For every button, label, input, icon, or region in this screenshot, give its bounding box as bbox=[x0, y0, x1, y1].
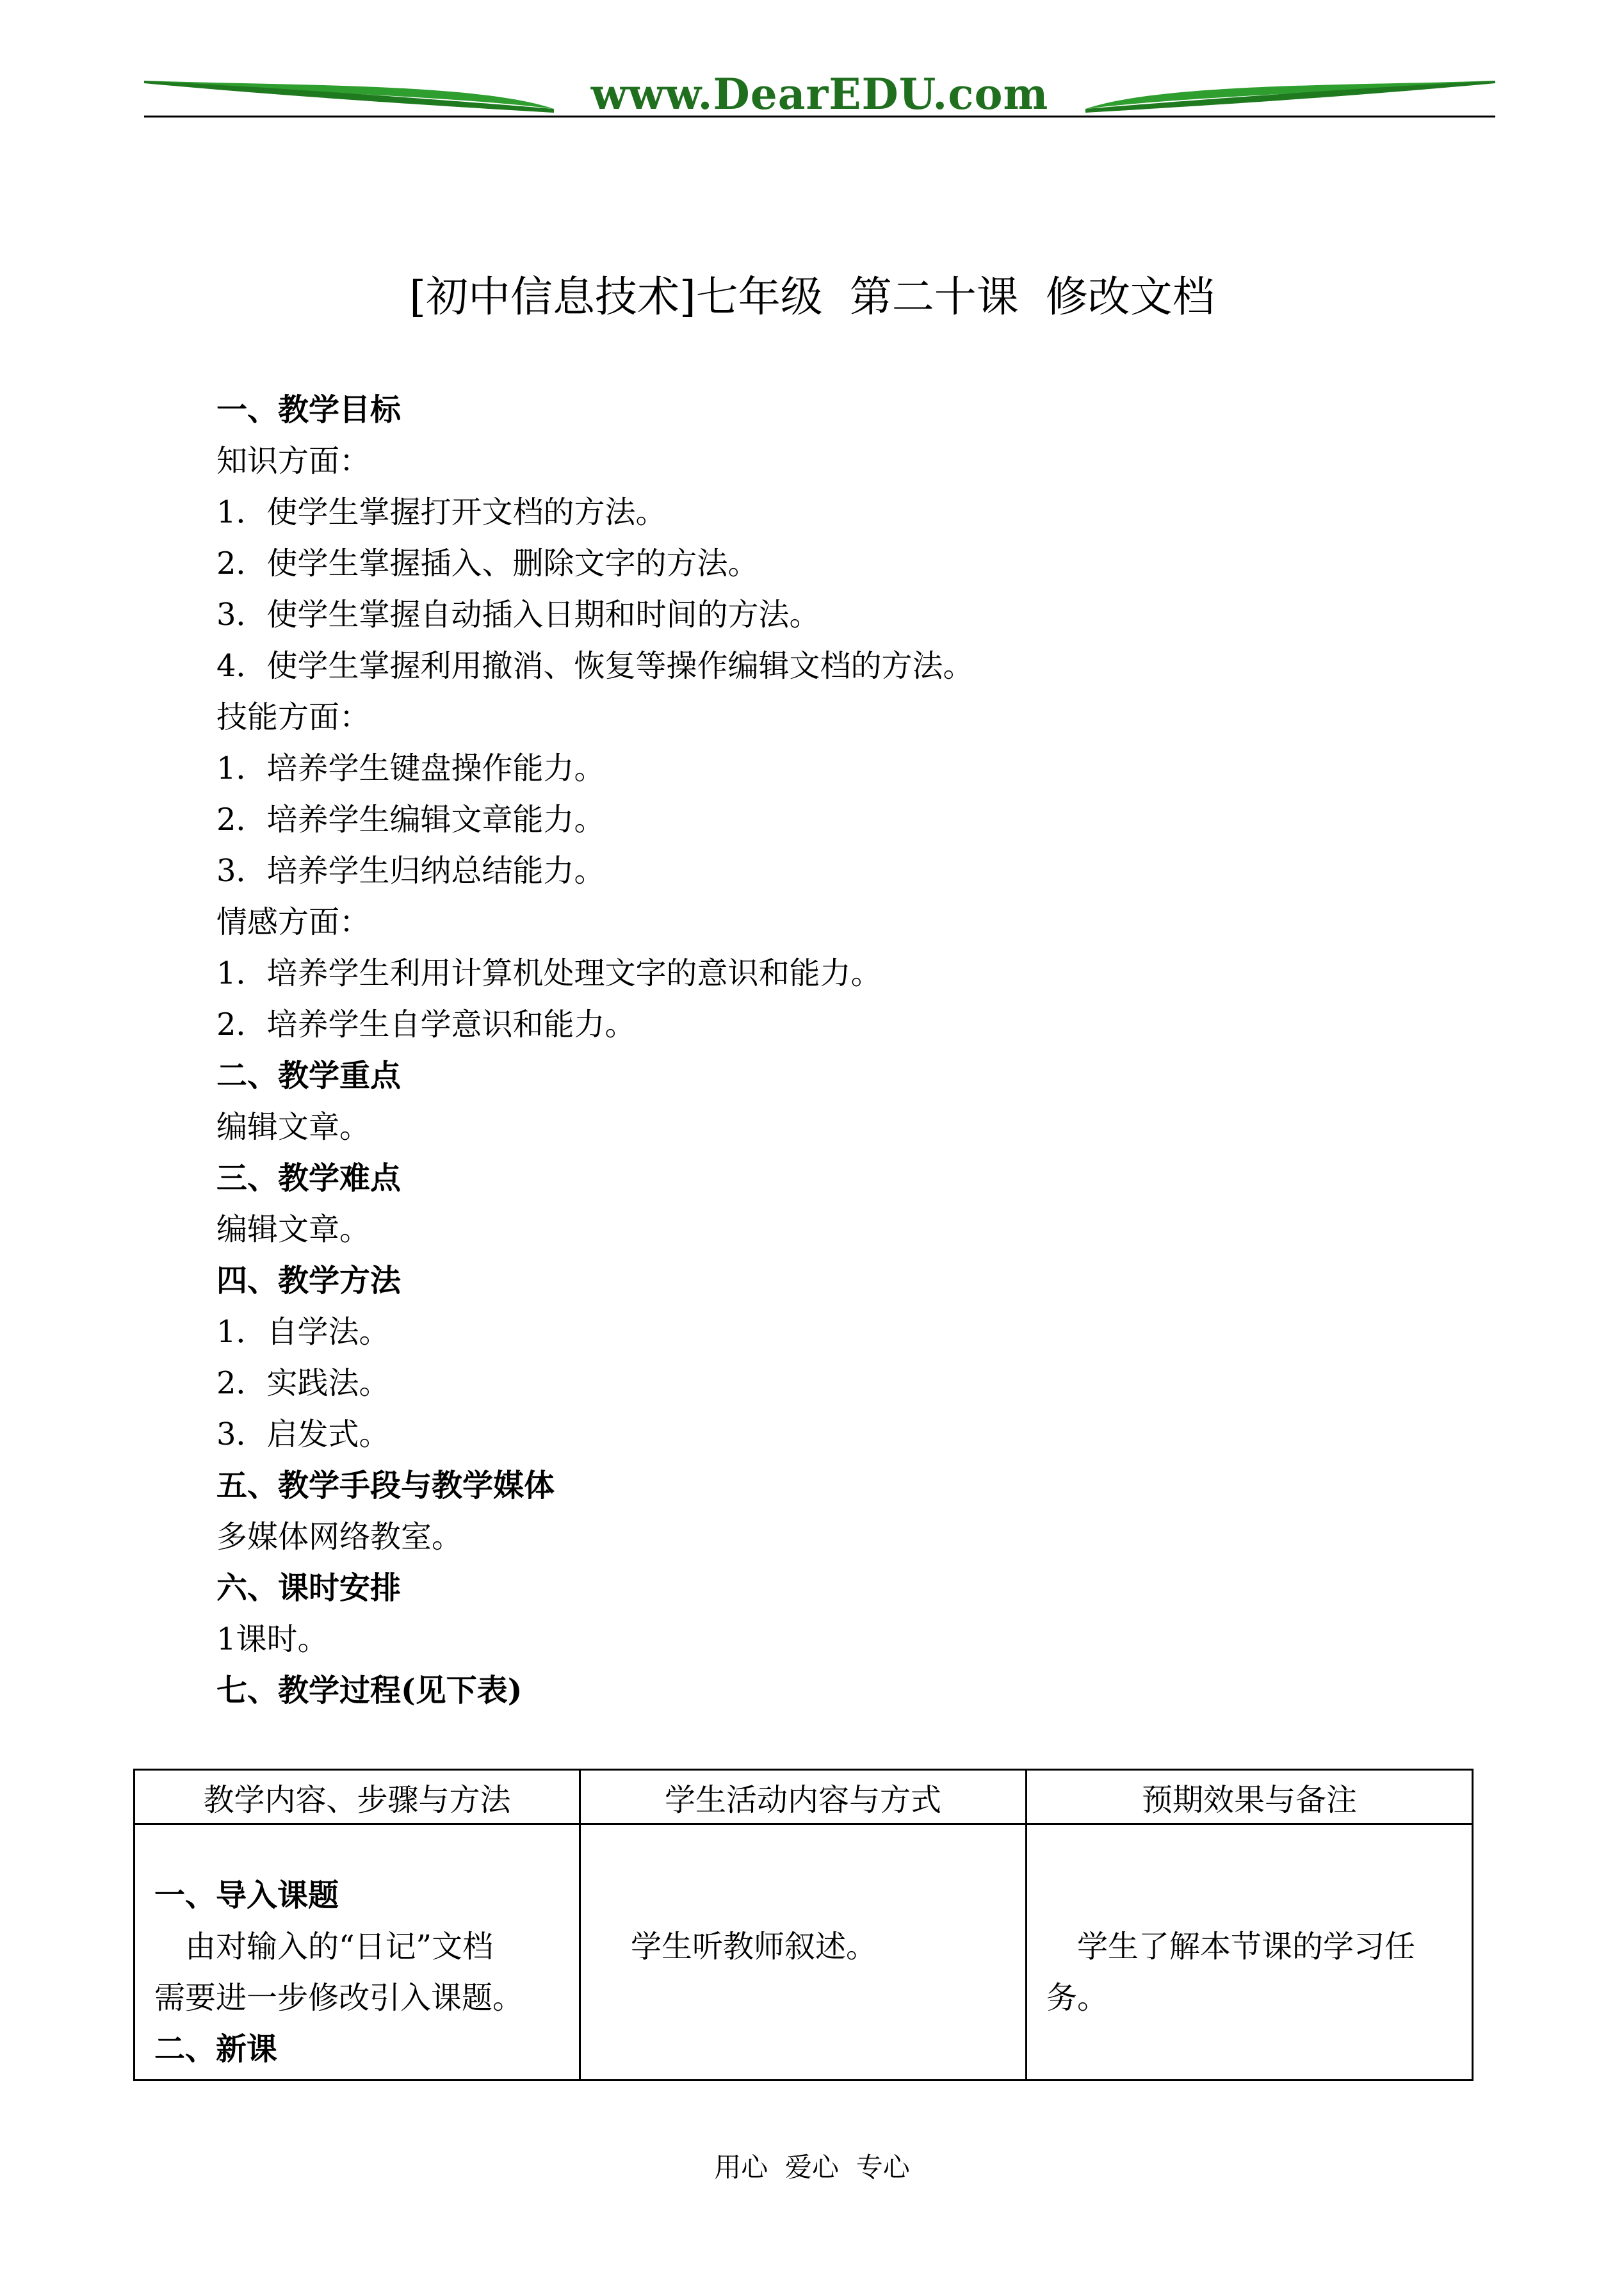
table-header-cell: 学生活动内容与方式 bbox=[580, 1770, 1027, 1824]
skill-item: 1．培养学生键盘操作能力。 bbox=[216, 750, 605, 786]
table-row bbox=[134, 1824, 1473, 2080]
section-heading-methods: 四、教学方法 bbox=[216, 1263, 402, 1299]
new-lesson-heading: 二、新课 bbox=[154, 2031, 278, 2067]
knowledge-item: 2．使学生掌握插入、删除文字的方法。 bbox=[216, 546, 759, 581]
intro-heading: 一、导入课题 bbox=[154, 1877, 339, 1913]
table-header-cell: 预期效果与备注 bbox=[1027, 1770, 1473, 1824]
section-heading-goals: 一、教学目标 bbox=[216, 392, 402, 428]
method-item: 3．启发式。 bbox=[216, 1416, 390, 1452]
section-heading-key-points: 二、教学重点 bbox=[216, 1058, 402, 1094]
emotion-item: 2．培养学生自学意识和能力。 bbox=[216, 1007, 636, 1042]
teaching-process-table bbox=[133, 1769, 1474, 2081]
method-item: 1．自学法。 bbox=[216, 1314, 390, 1350]
skill-label: 技能方面： bbox=[216, 699, 371, 735]
section-heading-schedule: 六、课时安排 bbox=[216, 1570, 402, 1606]
intro-text-continued: 需要进一步修改引入课题。 bbox=[154, 1980, 524, 2016]
section-heading-difficulties: 三、教学难点 bbox=[216, 1160, 402, 1196]
knowledge-item: 4．使学生掌握利用撤消、恢复等操作编辑文档的方法。 bbox=[216, 648, 974, 684]
expected-effect-cell: 学生了解本节课的学习任务。 bbox=[1027, 1824, 1473, 2080]
student-activity-cell: 学生听教师叙述。 bbox=[580, 1824, 1027, 2080]
document-title: [初中信息技术]七年级 第二十课 修改文档 bbox=[409, 272, 1215, 321]
knowledge-item: 3．使学生掌握自动插入日期和时间的方法。 bbox=[216, 597, 820, 633]
site-header-banner bbox=[144, 64, 1495, 128]
section-heading-process: 七、教学过程(见下表) bbox=[216, 1673, 523, 1708]
section-heading-media: 五、教学手段与教学媒体 bbox=[216, 1468, 555, 1504]
skill-item: 3．培养学生归纳总结能力。 bbox=[216, 853, 605, 889]
knowledge-item: 1．使学生掌握打开文档的方法。 bbox=[216, 494, 667, 530]
emotion-item: 1．培养学生利用计算机处理文字的意识和能力。 bbox=[216, 955, 882, 991]
table-header-row bbox=[134, 1770, 1473, 1824]
key-points-text: 编辑文章。 bbox=[216, 1109, 371, 1145]
table-header-cell: 教学内容、步骤与方法 bbox=[134, 1770, 580, 1824]
site-url: www.DearEDU.com bbox=[590, 69, 1049, 119]
schedule-text: 1课时。 bbox=[216, 1621, 329, 1657]
media-text: 多媒体网络教室。 bbox=[216, 1519, 463, 1555]
method-item: 2．实践法。 bbox=[216, 1365, 390, 1401]
lesson-plan-body bbox=[216, 384, 1433, 1716]
difficulties-text: 编辑文章。 bbox=[216, 1212, 371, 1247]
intro-text: 由对输入的“日记”文档 bbox=[185, 1929, 494, 1965]
emotion-label: 情感方面： bbox=[216, 904, 371, 940]
page-footer: 用心 爱心 专心 bbox=[714, 2152, 910, 2183]
teaching-content-cell bbox=[134, 1824, 580, 2080]
skill-item: 2．培养学生编辑文章能力。 bbox=[216, 802, 605, 838]
knowledge-label: 知识方面： bbox=[216, 443, 371, 479]
